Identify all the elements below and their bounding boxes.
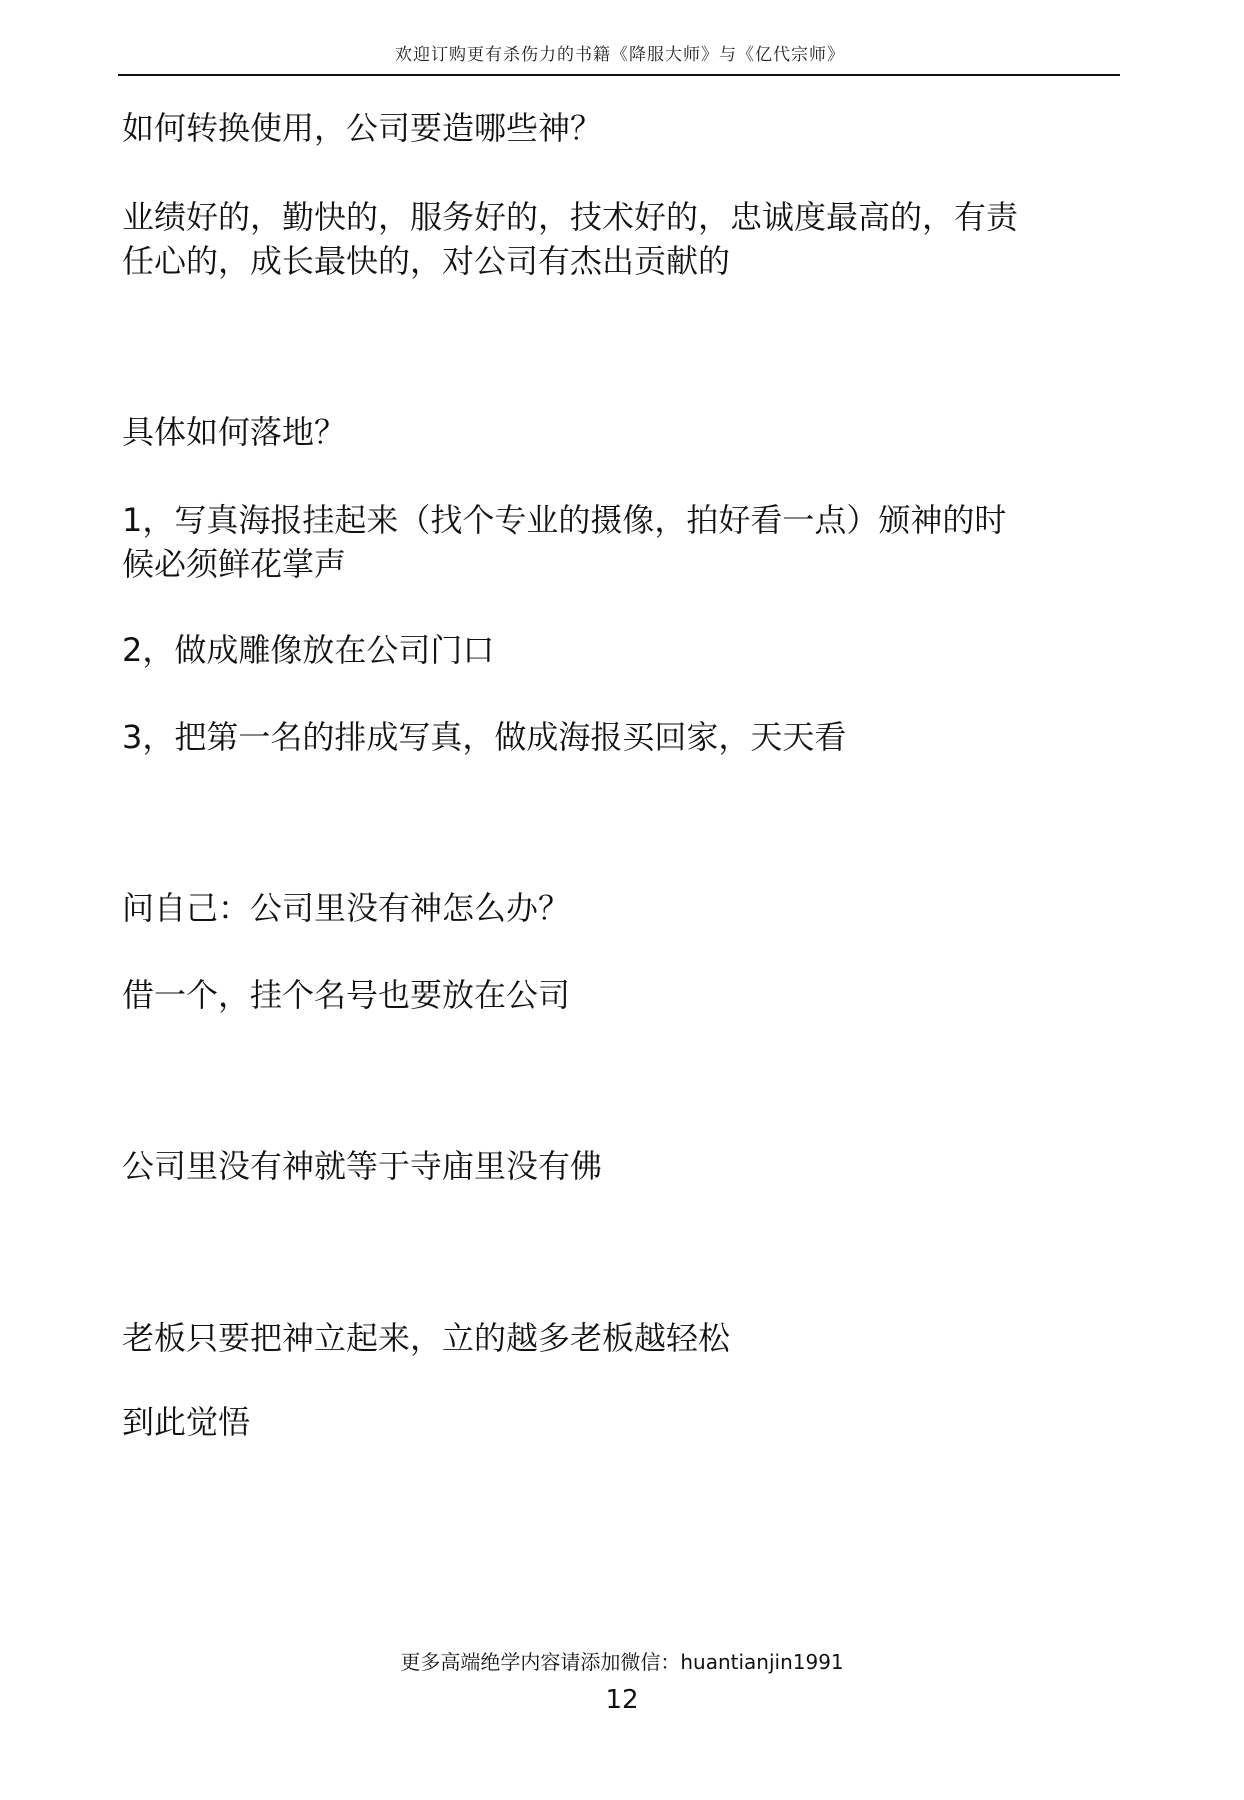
body-line-step-3: 3，把第一名的排成写真，做成海报买回家，天天看 xyxy=(122,718,847,756)
header-divider xyxy=(118,74,1120,76)
body-line-ask-yourself: 问自己：公司里没有神怎么办？ xyxy=(122,889,571,927)
body-line-criteria-2: 任心的，成长最快的，对公司有杰出贡献的 xyxy=(122,242,731,280)
body-line-enlightenment: 到此觉悟 xyxy=(122,1403,251,1441)
page-number: 12 xyxy=(605,1685,639,1715)
body-line-criteria-1: 业绩好的，勤快的，服务好的，技术好的，忠诚度最高的，有责 xyxy=(122,198,1019,236)
body-line-how-to-implement: 具体如何落地？ xyxy=(122,413,347,451)
footer-contact-note: 更多高端绝学内容请添加微信：huantianjin1991 xyxy=(400,1650,844,1674)
body-line-boss-easier: 老板只要把神立起来，立的越多老板越轻松 xyxy=(122,1319,731,1357)
body-line-step-1b: 候必须鲜花掌声 xyxy=(122,545,347,583)
page-header: 欢迎订购更有杀伤力的书籍《降服大师》与《亿代宗师》 xyxy=(395,45,845,65)
body-line-question-gods: 如何转换使用，公司要造哪些神？ xyxy=(122,109,603,147)
diagonal-watermark xyxy=(330,780,825,1275)
body-line-borrow-one: 借一个，挂个名号也要放在公司 xyxy=(122,976,571,1014)
body-line-step-1a: 1，写真海报挂起来（找个专业的摄像，拍好看一点）颁神的时 xyxy=(122,501,1007,539)
body-line-temple-analogy: 公司里没有神就等于寺庙里没有佛 xyxy=(122,1147,603,1185)
body-line-step-2: 2，做成雕像放在公司门口 xyxy=(122,631,495,669)
